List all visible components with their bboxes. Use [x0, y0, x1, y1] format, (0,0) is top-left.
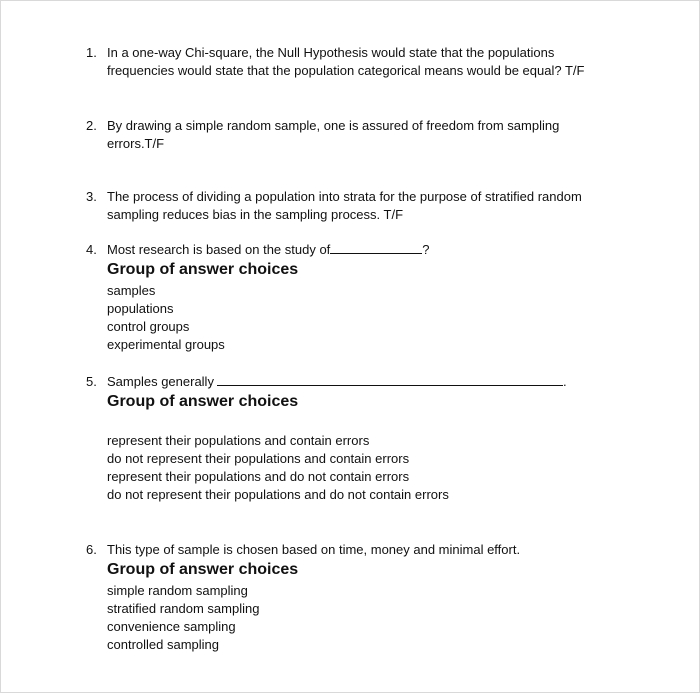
answer-choice[interactable]: do not represent their populations and contain errors: [107, 451, 410, 466]
question-text: The process of dividing a population into strata for the purpose of stratified random sampling reduces bias in the sampling process. T/F: [107, 189, 582, 222]
question-number: 3.: [86, 189, 97, 204]
answer-choice[interactable]: represent their populations and contain errors: [107, 433, 370, 448]
answer-choice[interactable]: convenience sampling: [107, 619, 236, 634]
question-text-before: Samples generally: [107, 374, 214, 389]
answer-choice[interactable]: populations: [107, 301, 174, 316]
answer-choices: [107, 282, 646, 354]
answer-choices: [107, 432, 646, 504]
question-text: [107, 241, 646, 259]
question-number: 2.: [86, 118, 97, 133]
question-text-after: ?: [422, 242, 430, 257]
question-text: [107, 373, 646, 391]
question-1: [86, 44, 646, 80]
question-6: [86, 541, 646, 654]
answer-choice[interactable]: controlled sampling: [107, 637, 220, 652]
question-3: [86, 188, 646, 224]
answer-choice[interactable]: experimental groups: [107, 337, 225, 352]
question-text-after: .: [562, 374, 567, 389]
answer-choices-heading: Group of answer choices: [107, 261, 299, 278]
answer-choice[interactable]: control groups: [107, 319, 190, 334]
answer-blank: [330, 241, 422, 254]
answer-choice[interactable]: simple random sampling: [107, 583, 248, 598]
answer-choices-heading: Group of answer choices: [107, 393, 299, 410]
answer-choice[interactable]: do not represent their populations and do not contain errors: [107, 487, 449, 502]
question-number: 5.: [86, 374, 97, 389]
answer-choice[interactable]: stratified random sampling: [107, 601, 260, 616]
question-2: [86, 117, 646, 153]
question-text: By drawing a simple random sample, one is assured of freedom from sampling errors.T/F: [107, 118, 560, 151]
question-text-before: Most research is based on the study of: [107, 242, 331, 257]
question-text: In a one-way Chi-square, the Null Hypothesis would state that the populations frequencies would state that the population categorical means would be equal? T/F: [107, 45, 585, 78]
answer-choices: [107, 582, 646, 654]
question-4: [86, 241, 646, 354]
question-5: [86, 373, 646, 504]
question-number: 1.: [86, 45, 97, 60]
answer-choice[interactable]: samples: [107, 283, 156, 298]
question-number: 4.: [86, 242, 97, 257]
spacer: [107, 414, 646, 432]
question-text: This type of sample is chosen based on time, money and minimal effort.: [107, 542, 521, 557]
answer-choices-heading: Group of answer choices: [107, 561, 299, 578]
answer-blank: [217, 373, 563, 386]
answer-choice[interactable]: represent their populations and do not contain errors: [107, 469, 410, 484]
question-number: 6.: [86, 542, 97, 557]
